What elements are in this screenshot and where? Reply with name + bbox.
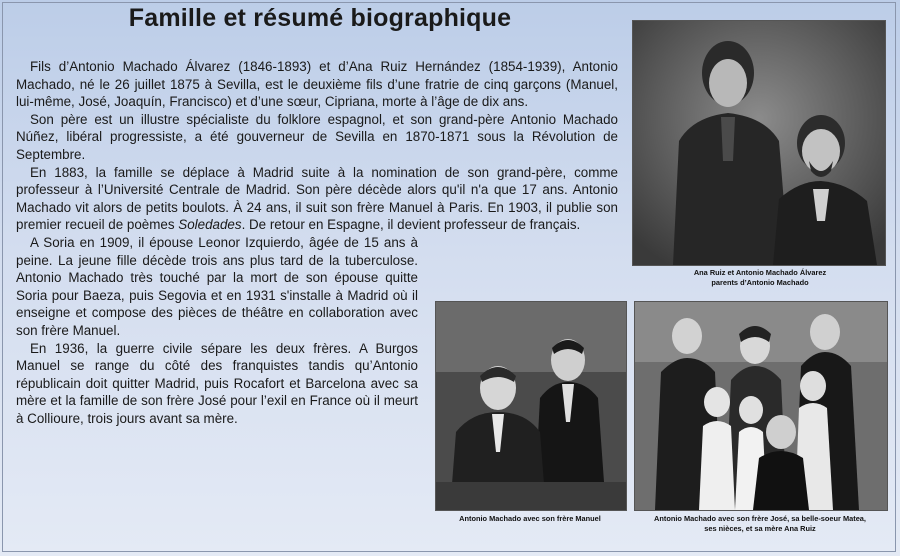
paragraph-madrid-end: . De retour en Espagne, il devient professeur de français. bbox=[241, 217, 581, 233]
paragraph-madrid-text: En 1883, la famille se déplace à Madrid suite à la nomination de son grand-père, comme professeur à l’Université Centrale de Madrid. Son père décède alors qu'il n'a que 17 ans. Antonio Machado vit alors de petits boulots. À 24 ans, il suit son frère Manuel à Paris. En 1903, il publie son premier recueil de poèmes bbox=[16, 164, 618, 233]
caption-parents-line2: parents d’Antonio Machado bbox=[711, 278, 809, 287]
caption-parents-line1: Ana Ruiz et Antonio Machado Álvarez bbox=[693, 268, 827, 277]
paragraph-madrid bbox=[16, 164, 618, 234]
page-title: Famille et résumé biographique bbox=[128, 4, 512, 32]
caption-family-line2: ses nièces, et sa mère Ana Ruiz bbox=[704, 524, 816, 533]
paragraph-soria: A Soria en 1909, il épouse Leonor Izquierdo, âgée de 15 ans à peine. La jeune fille décède trois ans plus tard de la tuberculose. Antonio Machado très touché par la mort de son épouse quitte Soria pour Baeza, puis Segovia et en 1931 s'installe à Madrid où il enseigne et compose des pièces de théâtre en collaboration avec son frère Manuel. bbox=[16, 234, 418, 338]
soledades-title: Soledades bbox=[178, 217, 242, 233]
paragraph-family: Fils d’Antonio Machado Álvarez (1846-1893) et d’Ana Ruiz Hernández (1854-1939), Antonio Machado, né le 26 juillet 1875 à Sevilla, est le deuxième fils d’une fratrie de cinq garçons (Manuel, lui-même, José, Joaquín, Francisco) et d’une sœur, Cipriana, morte à l’âge de dix ans. bbox=[16, 59, 618, 110]
photo-family bbox=[634, 301, 888, 511]
paragraph-civil-war: En 1936, la guerre civile sépare les deux frères. A Burgos Manuel se range du côté des franquistes tandis qu’Antonio républicain doit quitter Madrid, puis Rocafort et Barcelona avec sa mère et la famille de son frère José pour l’exil en France où il meurt à Collioure, trois jours avant sa mère. bbox=[16, 340, 418, 426]
photo-parents bbox=[632, 20, 886, 266]
caption-brothers: Antonio Machado avec son frère Manuel bbox=[459, 514, 601, 523]
photo-brothers bbox=[435, 301, 627, 511]
paragraph-father: Son père est un illustre spécialiste du folklore espagnol, et son grand-père Antonio Machado Núñez, libéral progressiste, a été gouverneur de Sevilla en 1870-1871 sous la Révolution de Septembre. bbox=[16, 111, 618, 162]
caption-family bbox=[634, 514, 886, 534]
caption-family-line1: Antonio Machado avec son frère José, sa belle-soeur Matea, bbox=[654, 514, 866, 523]
caption-parents bbox=[660, 268, 860, 288]
